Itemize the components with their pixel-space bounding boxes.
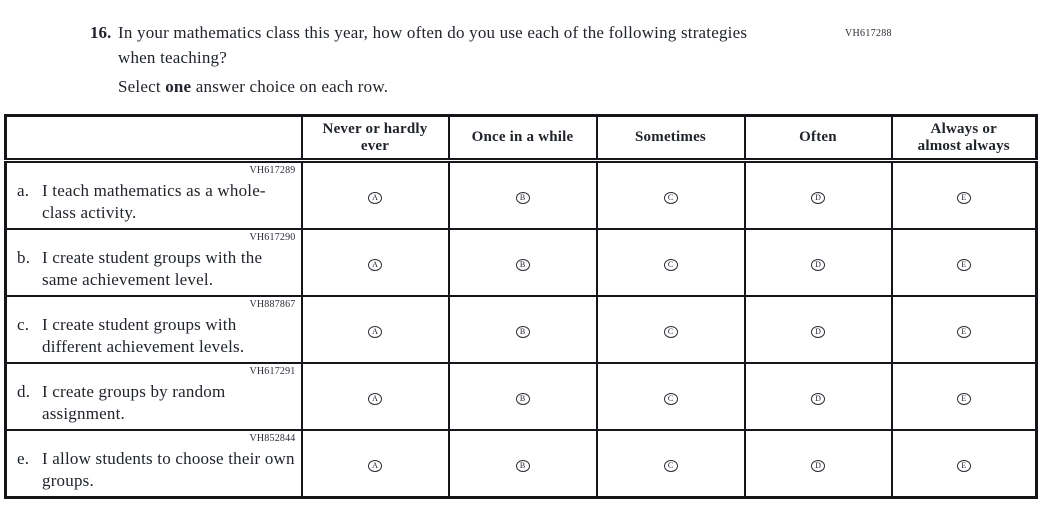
column-header-line: Often [799,129,837,145]
row-item [17,314,296,358]
answer-bubble-b[interactable]: B [516,326,530,338]
row-stub-cell [6,430,302,498]
row-stub-cell [6,229,302,296]
answer-bubble-a[interactable]: A [368,192,382,204]
answer-cell [892,161,1037,230]
column-header-line: Sometimes [635,129,706,145]
answer-bubble-e[interactable]: E [957,192,971,204]
question-line [90,20,1039,70]
column-header-once-in-a-while [449,116,597,161]
answer-cell [892,430,1037,498]
answer-bubble-d[interactable]: D [811,393,825,405]
item-code: VH617289 [249,165,296,176]
item-letter: e. [17,449,30,468]
column-header-line: Always or [930,120,997,137]
instruction-bold: one [165,77,192,96]
answer-cell [449,363,597,430]
table-row-d [6,363,1037,430]
answer-bubble-d[interactable]: D [811,259,825,271]
answer-cell [597,296,745,363]
stub-header-cell [6,116,302,161]
answer-bubble-b[interactable]: B [516,460,530,472]
table-row-b [6,229,1037,296]
column-header-line: Never or hardly [322,120,428,137]
column-header-line: almost always [917,137,1010,154]
answer-bubble-e[interactable]: E [957,259,971,271]
answer-bubble-a[interactable]: A [368,460,382,472]
row-item [17,180,296,224]
question-block [90,20,1039,97]
question-number: 16. [90,23,112,42]
table-row-c [6,296,1037,363]
instruction-suffix: answer choice on each row. [191,77,389,96]
item-letter: c. [17,315,30,334]
answer-cell [302,229,449,296]
item-code: VH617291 [249,366,296,377]
answer-cell [302,296,449,363]
row-stub-cell [6,296,302,363]
answer-cell [892,296,1037,363]
column-header-sometimes [597,116,745,161]
answer-bubble-c[interactable]: C [664,192,678,204]
column-header-often [745,116,892,161]
item-letter: a. [17,181,30,200]
row-stub-cell [6,161,302,230]
answer-bubble-c[interactable]: C [664,259,678,271]
instruction-prefix: Select [118,77,166,96]
column-header-always-or-almost-always [892,116,1037,161]
answer-cell [745,430,892,498]
item-text: I create student groups with different achievement levels. [42,315,245,356]
answer-bubble-b[interactable]: B [516,393,530,405]
answer-bubble-c[interactable]: C [664,460,678,472]
item-letter: b. [17,248,31,267]
question-text: In your mathematics class this year, how often do you use each of the following strategies when teaching? [118,23,748,67]
answer-bubble-a[interactable]: A [368,326,382,338]
header-row [6,116,1037,161]
answer-cell [302,430,449,498]
answer-bubble-c[interactable]: C [664,326,678,338]
item-text: I teach mathematics as a whole-class activity. [42,181,266,222]
answer-cell [597,363,745,430]
answer-cell [449,229,597,296]
form-code: VH617288 [845,28,892,39]
answer-bubble-a[interactable]: A [368,259,382,271]
row-stub-cell [6,363,302,430]
answer-bubble-d[interactable]: D [811,460,825,472]
answer-cell [302,363,449,430]
item-text: I create student groups with the same achievement level. [42,248,263,289]
column-header-never-or-hardly-ever [302,116,449,161]
answer-bubble-e[interactable]: E [957,326,971,338]
answer-bubble-d[interactable]: D [811,326,825,338]
column-header-line: ever [360,137,390,154]
answer-cell [302,161,449,230]
table-row-a [6,161,1037,230]
answer-bubble-c[interactable]: C [664,393,678,405]
row-item [17,381,296,425]
answer-cell [745,363,892,430]
answer-bubble-e[interactable]: E [957,393,971,405]
item-text: I create groups by random assignment. [42,382,226,423]
answer-bubble-b[interactable]: B [516,259,530,271]
answer-cell [597,161,745,230]
item-letter: d. [17,382,31,401]
item-text: I allow students to choose their own groups. [42,449,295,490]
answer-bubble-b[interactable]: B [516,192,530,204]
answer-cell [745,161,892,230]
table-row-e [6,430,1037,498]
answer-cell [892,363,1037,430]
row-item [17,247,296,291]
answer-cell [597,229,745,296]
answer-bubble-e[interactable]: E [957,460,971,472]
response-matrix-table [4,114,1038,499]
answer-cell [449,296,597,363]
select-instruction [118,77,1039,97]
row-item [17,448,296,492]
answer-cell [449,161,597,230]
answer-bubble-a[interactable]: A [368,393,382,405]
item-code: VH852844 [249,433,296,444]
answer-cell [449,430,597,498]
answer-cell [597,430,745,498]
answer-cell [745,229,892,296]
answer-bubble-d[interactable]: D [811,192,825,204]
item-code: VH617290 [249,232,296,243]
answer-cell [892,229,1037,296]
item-code: VH887867 [249,299,296,310]
column-header-line: Once in a while [471,129,574,145]
answer-cell [745,296,892,363]
